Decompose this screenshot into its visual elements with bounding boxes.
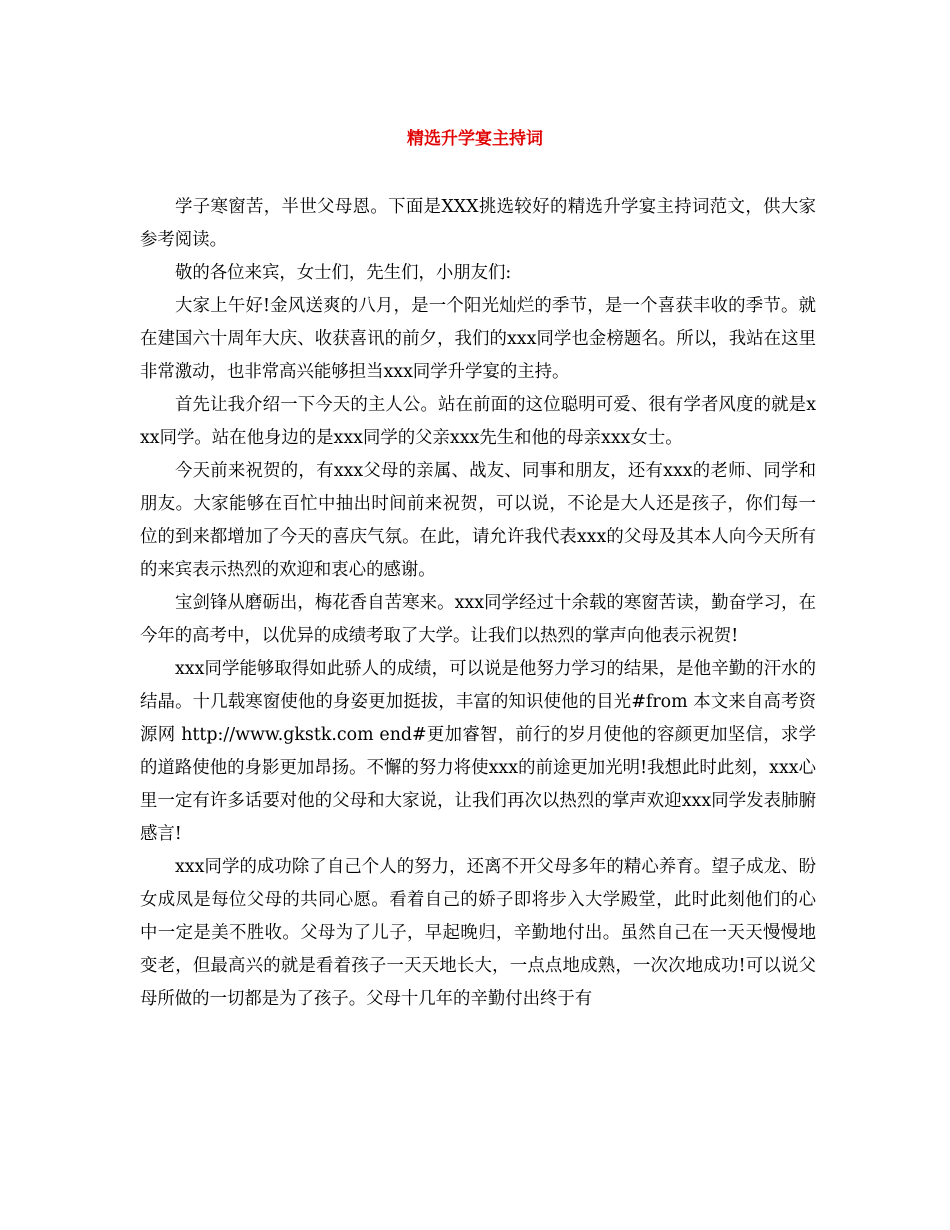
paragraph-parents: xxx同学的成功除了自己个人的努力，还离不开父母多年的精心养育。望子成龙、盼女成凤是每位父母的共同心愿。看着自己的娇子即将步入大学殿堂，此时此刻他们的心中一定是美不胜收。父母为了儿子，早起晚归，辛勤地付出。虽然自己在一天天慢慢地变老，但最高兴的就是看着孩子一天天地长大，一点点地成熟，一次次地成功!可以说父母所做的一切都是为了孩子。父母十几年的辛勤付出终于有 <box>140 857 816 1009</box>
paragraph-achievement: 宝剑锋从磨砺出，梅花香自苦寒来。xxx同学经过十余载的寒窗苦读，勤奋学习，在今年的高考中，以优异的成绩考取了大学。让我们以热烈的掌声向他表示祝贺! <box>140 593 816 646</box>
paragraph-speech: xxx同学能够取得如此骄人的成绩，可以说是他努力学习的结果，是他辛勤的汗水的结晶。十几载寒窗使他的身姿更加挺拔，丰富的知识使他的目光#from 本文来自高考资源网 http://www.gkstk.com end#更加睿智，前行的岁月使他的容颜更加坚信，求学的道路使他的身影更加昂扬。不懈的努力将使xxx的前途更加光明!我想此时此刻，xxx心里一定有许多话要对他的父母和大家说，让我们再次以热烈的掌声欢迎xxx同学发表肺腑感言! <box>140 659 816 844</box>
document-title: 精选升学宴主持词 <box>407 129 543 149</box>
document-body <box>140 191 816 1016</box>
paragraph-introduction: 首先让我介绍一下今天的主人公。站在前面的这位聪明可爱、很有学者风度的就是xxx同学。站在他身边的是xxx同学的父亲xxx先生和他的母亲xxx女士。 <box>140 395 816 448</box>
paragraph-guests: 今天前来祝贺的，有xxx父母的亲属、战友、同事和朋友，还有xxx的老师、同学和朋友。大家能够在百忙中抽出时间前来祝贺，可以说，不论是大人还是孩子，你们每一位的到来都增加了今天的喜庆气氛。在此，请允许我代表xxx的父母及其本人向今天所有的来宾表示热烈的欢迎和衷心的感谢。 <box>140 461 816 580</box>
paragraph-intro: 学子寒窗苦，半世父母恩。下面是XXX挑选较好的精选升学宴主持词范文，供大家参考阅读。 <box>140 197 816 250</box>
paragraph-greeting: 敬的各位来宾，女士们，先生们，小朋友们: <box>175 263 512 283</box>
paragraph-opening: 大家上午好!金风送爽的八月，是一个阳光灿烂的季节，是一个喜获丰收的季节。就在建国六十周年大庆、收获喜讯的前夕，我们的xxx同学也金榜题名。所以，我站在这里非常激动，也非常高兴能够担当xxx同学升学宴的主持。 <box>140 296 816 382</box>
